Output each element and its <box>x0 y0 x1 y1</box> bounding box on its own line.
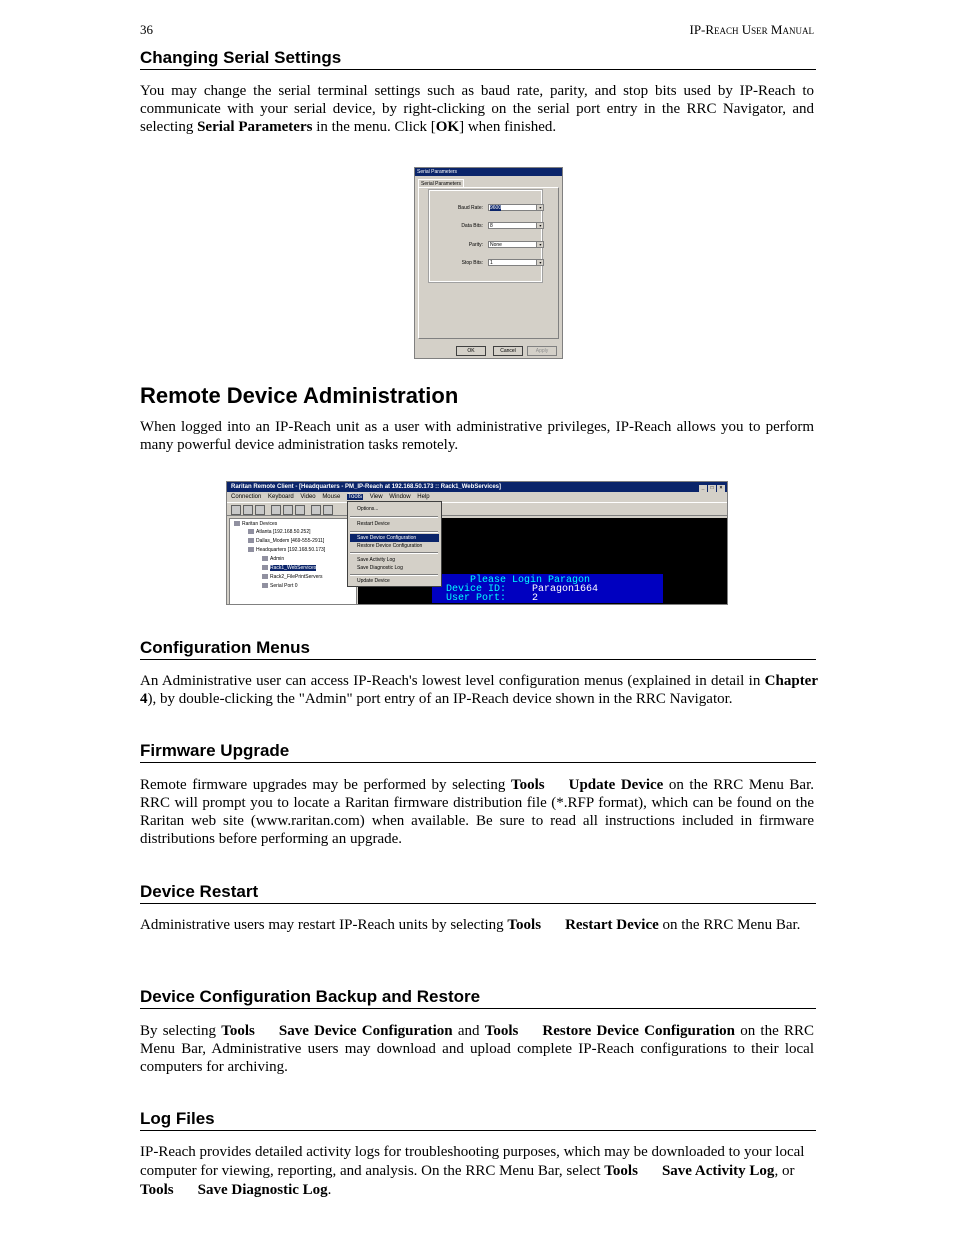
menu-separator <box>350 574 438 576</box>
stop-bits-select[interactable]: 1 ▾ <box>488 259 544 266</box>
menu-video[interactable]: Video <box>300 494 316 500</box>
login-prompt: Please Login Paragon <box>470 575 591 586</box>
tree-item[interactable]: Headquarters [192.168.50.173] <box>248 546 325 554</box>
device-id-label: Device ID: <box>446 584 507 595</box>
page-number: 36 <box>140 22 153 37</box>
menu-item-update-device[interactable]: Update Device <box>357 578 390 584</box>
remote-admin-paragraph: When logged into an IP-Reach unit as a user with administrative privileges, IP-Reach allows you to perform many powerful device administration tasks remotely. <box>140 419 814 453</box>
serial-paragraph: You may change the serial terminal settings such as baud rate, parity, and stop bits used by IP-Reach to communicate with your serial device, by right-clicking on the serial port entry in the RRC Navigator, and selecting Serial Parameters in the menu. Click [OK] when finished. <box>140 83 814 135</box>
rrc-window <box>226 481 728 605</box>
firmware-upgrade-paragraph: Remote firmware upgrades may be performed by selecting Tools Update Device on the RRC Menu Bar. RRC will prompt you to locate a Raritan firmware distribution file (*.RFP format), which can be found on the Raritan web site (www.raritan.com) when available. Be sure to read all instructions included in firmware distributions before performing an upgrade. <box>140 777 814 847</box>
manual-title: IP-Reach User Manual <box>689 22 814 37</box>
parity-label: Parity: <box>468 242 483 248</box>
tree-item[interactable]: Atlanta [192.168.50.252] <box>248 528 311 536</box>
keyboard-icon[interactable] <box>271 505 281 515</box>
port-icon <box>262 574 268 579</box>
menu-separator <box>350 531 438 533</box>
video-icon[interactable] <box>283 505 293 515</box>
parity-select[interactable]: None ▾ <box>488 241 544 248</box>
menu-window[interactable]: Window <box>389 494 411 500</box>
minimize-icon[interactable]: _ <box>699 485 707 492</box>
port-icon <box>262 565 268 570</box>
serial-port-icon <box>262 583 268 588</box>
dialog-title: Serial Parameters <box>415 168 562 176</box>
rrc-navigator-tree <box>229 518 357 605</box>
baud-rate-select[interactable]: 9600 ▾ <box>488 204 544 211</box>
login-banner <box>432 574 663 603</box>
tree-item[interactable]: Rack2_FilePrintServers <box>262 573 323 581</box>
tree-item[interactable]: Dallas_Modem [469-555-2911] <box>248 537 324 545</box>
cancel-button[interactable]: Cancel <box>493 346 523 356</box>
menu-connection[interactable]: Connection <box>231 494 262 500</box>
stop-bits-row <box>430 259 541 268</box>
section-heading-device-restart: Device Restart <box>140 882 816 904</box>
mouse-icon[interactable] <box>295 505 305 515</box>
rrc-menu-bar <box>227 492 727 502</box>
menu-item-save-activity-log[interactable]: Save Activity Log <box>357 557 396 563</box>
device-restart-paragraph: Administrative users may restart IP-Reach units by selecting Tools Restart Device on the RRC Menu Bar. <box>140 917 801 933</box>
rrc-title: Raritan Remote Client - [Headquarters - PM_IP-Reach at 192.168.50.173 :: Rack1_WebServices] <box>231 484 501 490</box>
modem-icon <box>248 538 254 543</box>
menu-item-save-diagnostic-log[interactable]: Save Diagnostic Log <box>357 565 403 571</box>
ok-button[interactable]: OK <box>456 346 486 356</box>
menu-item-restore-device-configuration[interactable]: Restore Device Configuration <box>357 543 423 549</box>
properties-icon[interactable] <box>255 505 265 515</box>
menu-view[interactable]: View <box>369 494 383 500</box>
admin-icon <box>262 556 268 561</box>
device-id-value: Paragon1664 <box>532 584 599 595</box>
network-icon <box>234 521 240 526</box>
data-bits-label: Data Bits: <box>461 223 483 229</box>
maximize-icon[interactable]: □ <box>708 485 716 492</box>
connect-icon[interactable] <box>231 505 241 515</box>
serial-parameters-dialog <box>414 167 563 359</box>
device-icon <box>248 547 254 552</box>
section-heading-firmware-upgrade: Firmware Upgrade <box>140 741 816 763</box>
chevron-down-icon: ▾ <box>536 223 543 228</box>
menu-separator <box>350 552 438 554</box>
menu-separator <box>350 516 438 518</box>
baud-rate-row <box>430 204 541 213</box>
tree-item[interactable]: Rack1_WebServices <box>262 564 316 572</box>
user-port-value: 2 <box>532 593 539 604</box>
disconnect-icon[interactable] <box>243 505 253 515</box>
section-heading-log-files: Log Files <box>140 1109 816 1131</box>
menu-help[interactable]: Help <box>417 494 430 500</box>
chevron-down-icon: ▾ <box>536 242 543 247</box>
backup-restore-paragraph: By selecting Tools Save Device Configuration and Tools Restore Device Configuration on the RRC Menu Bar, Administrative users may download and upload complete IP-Reach configurations to their local computers for archiving. <box>140 1023 814 1075</box>
menu-item-options[interactable]: Options... <box>357 506 379 512</box>
tools-menu-dropdown <box>347 501 442 587</box>
parity-row <box>430 241 541 250</box>
device-icon <box>248 529 254 534</box>
menu-item-save-device-configuration[interactable]: Save Device Configuration <box>350 534 439 542</box>
stop-bits-label: Stop Bits: <box>461 260 483 266</box>
menu-item-restart-device[interactable]: Restart Device <box>357 521 390 527</box>
tree-item[interactable]: Raritan Devices <box>234 520 277 528</box>
baud-rate-label: Baud Rate: <box>457 205 483 211</box>
rrc-title-bar <box>227 482 727 492</box>
chevron-down-icon: ▾ <box>536 260 543 265</box>
sync-icon[interactable] <box>311 505 321 515</box>
menu-keyboard[interactable]: Keyboard <box>268 494 294 500</box>
tree-item[interactable]: Admin <box>262 555 284 563</box>
menu-tools[interactable]: Tools <box>348 494 363 500</box>
apply-button[interactable]: Apply <box>527 346 557 356</box>
configuration-menus-paragraph: An Administrative user can access IP-Reach's lowest level configuration menus (explained in detail in Chapter 4), by double-clicking the "Admin" port entry of an IP-Reach device shown in the RRC Navigator. <box>140 673 818 707</box>
data-bits-select[interactable]: 8 ▾ <box>488 222 544 229</box>
user-port-label: User Port: <box>446 593 507 604</box>
section-heading-serial: Changing Serial Settings <box>140 48 816 70</box>
chevron-down-icon: ▾ <box>536 205 543 210</box>
settings-icon[interactable] <box>323 505 333 515</box>
close-icon[interactable]: × <box>717 485 725 492</box>
menu-mouse[interactable]: Mouse <box>322 494 341 500</box>
rrc-toolbar <box>227 502 727 516</box>
data-bits-row <box>430 222 541 231</box>
section-heading-remote-admin: Remote Device Administration <box>140 383 459 408</box>
running-header <box>140 22 814 40</box>
tree-item[interactable]: Serial Port 0 <box>262 582 298 590</box>
section-heading-backup-restore: Device Configuration Backup and Restore <box>140 987 816 1009</box>
tab-serial-parameters[interactable]: Serial Parameters <box>418 179 464 188</box>
log-files-paragraph: IP-Reach provides detailed activity logs for troubleshooting purposes, which may be downloaded to your local computer for viewing, reporting, and analysis. On the RRC Menu Bar, select Tools Save Activity Log, or Tools Save Diagnostic Log. <box>140 1144 805 1198</box>
section-heading-configuration-menus: Configuration Menus <box>140 638 816 660</box>
parameters-group <box>429 190 542 282</box>
